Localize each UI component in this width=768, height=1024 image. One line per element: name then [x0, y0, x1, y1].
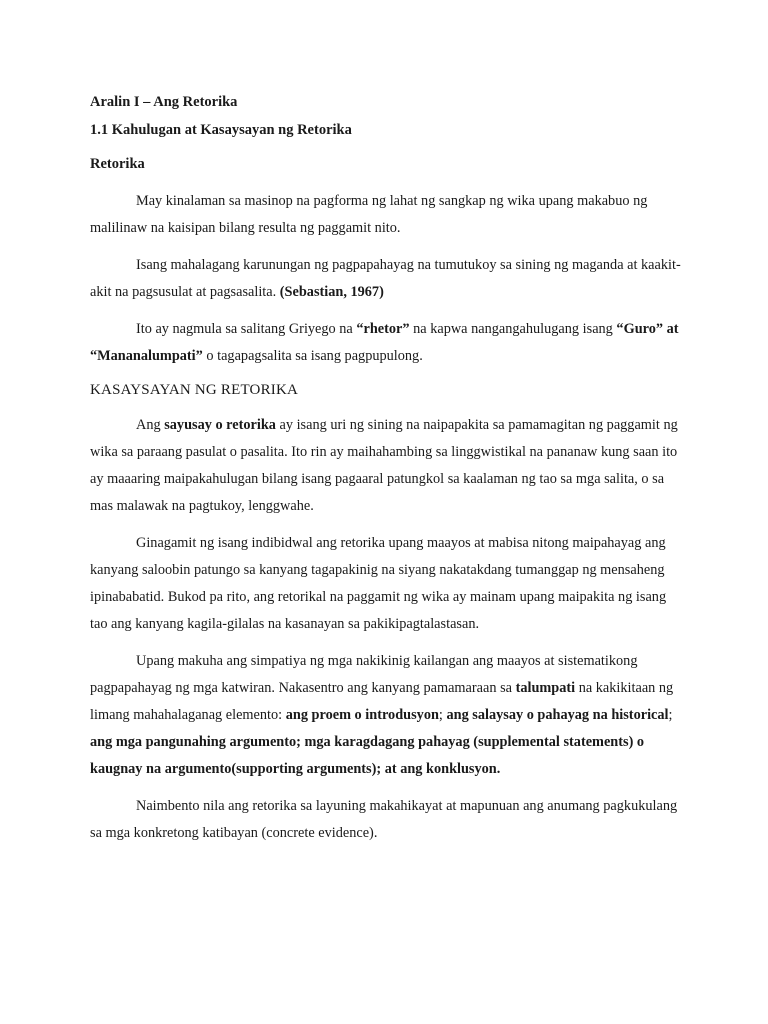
- citation: (Sebastian, 1967): [279, 284, 384, 300]
- element-salaysay: ang salaysay o pahayag na historical: [446, 707, 669, 723]
- p3-a: Ito ay nagmula sa salitang Griyego na: [136, 321, 357, 337]
- term-guro: “Guro” at “Mananalumpati”: [90, 321, 679, 364]
- document-page: [90, 92, 686, 857]
- paragraph-6: [90, 648, 686, 783]
- paragraph-5: Ginagamit ng isang indibidwal ang retorika upang maayos at mabisa nitong maipahayag ang kanyang saloobin patungo sa kanyang tagapakinig na siyang nakatakdang tumanggap ng mensaheng ipinababatid. Bukod pa rito, ang retorikal na paggamit ng wika ay mainam upang maipakita ng isang tao ang kanyang kagila-gilalas na kasanayan sa pakikipagtalastasan.: [90, 535, 667, 632]
- p3-e: o tagapagsalita sa isang pagpupulong.: [202, 348, 423, 364]
- term-sayusay: sayusay o retorika: [164, 417, 276, 433]
- p4-a: Ang: [136, 417, 165, 433]
- element-argumento: ang mga pangunahing argumento; mga karagdagang pahayag (supplemental statements) o kaugnay na argumento(supporting arguments); at ang konklusyon.: [90, 734, 645, 777]
- paragraph-2: [90, 252, 686, 306]
- paragraph-7: Naimbento nila ang retorika sa layuning makahikayat at mapunuan ang anumang pagkukulang sa mga konkretong katibayan (concrete evidence).: [90, 798, 678, 841]
- section-heading-retorika: Retorika: [90, 156, 145, 172]
- p6-e: ;: [438, 707, 447, 723]
- p6-c: na kakikitaan ng limang mahahalaganag elemento:: [90, 680, 674, 723]
- term-talumpati: talumpati: [515, 680, 576, 696]
- term-rhetor: “rhetor”: [356, 321, 410, 337]
- p6-a: Upang makuha ang simpatiya ng mga nakikinig kailangan ang maayos at sistematikong pagpapahayag ng mga katwiran. Nakasentro ang kanyang pamamaraan sa: [90, 653, 638, 696]
- section-heading-kasaysayan: KASAYSAYAN NG RETORIKA: [90, 382, 299, 398]
- paragraph-3: [90, 316, 686, 370]
- lesson-title: Aralin I – Ang Retorika: [90, 94, 238, 110]
- paragraph-4: [90, 412, 686, 520]
- paragraph-1: May kinalaman sa masinop na pagforma ng lahat ng sangkap ng wika upang makabuo ng malilinaw na kaisipan bilang resulta ng paggamit nito.: [90, 193, 648, 236]
- lesson-subtitle: 1.1 Kahulugan at Kasaysayan ng Retorika: [90, 122, 352, 138]
- p4-c: ay isang uri ng sining na naipapakita sa pamamagitan ng paggamit ng wika sa paraang pasulat o pasalita. Ito rin ay maihahambing sa linggwistikal na pananaw kung saan ito ay maaaring maipakahulugan bilang isang pagaaral patungkol sa kaalaman ng tao sa mga salita, o sa mas malawak na pagtukoy, lenggwahe.: [90, 417, 678, 514]
- p3-c: na kapwa nangangahulugang isang: [409, 321, 617, 337]
- p6-g: ;: [668, 707, 673, 723]
- paragraph-2-text: Isang mahalagang karunungan ng pagpapahayag na tumutukoy sa sining ng maganda at kaakit-akit na pagsusulat at pagsasalita.: [90, 257, 681, 300]
- element-proem: ang proem o introdusyon: [285, 707, 439, 723]
